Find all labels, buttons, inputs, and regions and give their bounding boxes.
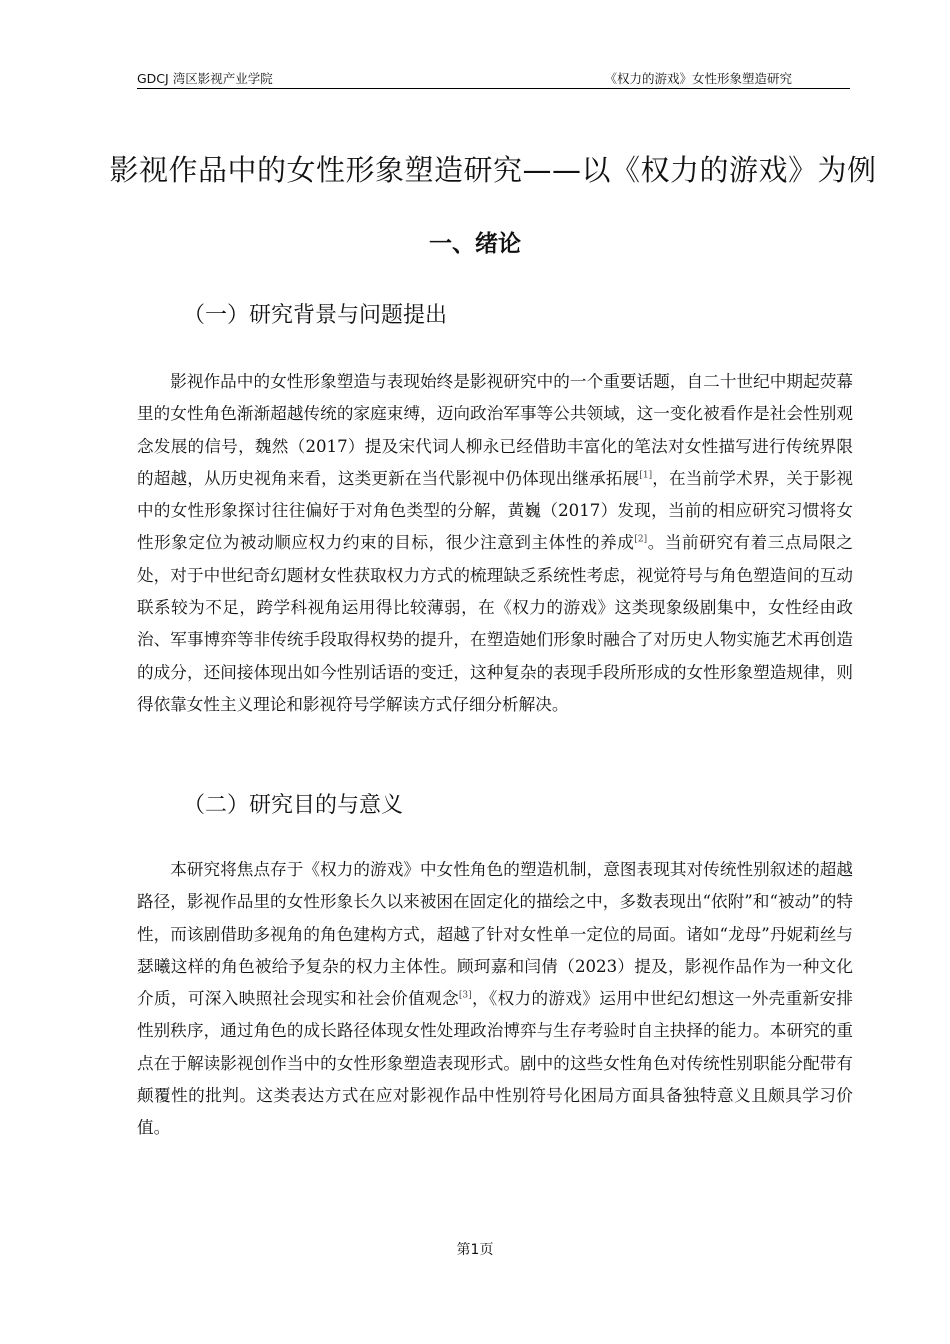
paragraph-purpose: 本研究将焦点存于《权力的游戏》中女性角色的塑造机制，意图表现其对传统性别叙述的超越路径，影视作品里的女性形象长久以来被困在固定化的描绘之中，多数表现出“依附”和“被动”的特性，而该剧借助多视角的角色建构方式，超越了针对女性单一定位的局面。诸如“龙母”丹妮莉丝与瑟曦这样的角色被给予复杂的权力主体性。顾珂嘉和闫倩（2023）提及，影视作品作为一种文化介质，可深入映照社会现实和社会价值观念[3]，《权力的游戏》运用中世纪幻想这一外壳重新安排性别秩序，通过角色的成长路径体现女性处理政治博弈与生存考验时自主抉择的能力。本研究的重点在于解读影视创作当中的女性形象塑造表现形式。剧中的这些女性角色对传统性别职能分配带有颠覆性的批判。这类表达方式在应对影视作品中性别符号化困局方面具备独特意义且颇具学习价值。 bbox=[137, 860, 853, 1138]
header-left: GDCJ 湾区影视产业学院 bbox=[137, 71, 273, 86]
page-header bbox=[137, 66, 850, 89]
page-title: 影视作品中的女性形象塑造研究——以《权力的游戏》为例 bbox=[109, 153, 877, 187]
header-right: 《权力的游戏》女性形象塑造研究 bbox=[604, 71, 792, 86]
page-number: 第1页 bbox=[456, 1242, 494, 1258]
citation-ref-3: [3] bbox=[458, 990, 472, 1001]
subsection-heading-2: （二）研究目的与意义 bbox=[183, 793, 404, 818]
section-heading: 一、绪论 bbox=[429, 231, 521, 257]
paragraph-background: 影视作品中的女性形象塑造与表现始终是影视研究中的一个重要话题，自二十世纪中期起荧幕里的女性角色渐渐超越传统的家庭束缚，迈向政治军事等公共领域，这一变化被看作是社会性别观念发展的信号，魏然（2017）提及宋代词人柳永已经借助丰富化的笔法对女性描写进行传统界限的超越，从历史视角来看，这类更新在当代影视中仍体现出继承拓展[1]，在当前学术界，关于影视中的女性形象探讨往往偏好于对角色类型的分解，黄巍（2017）发现，当前的相应研究习惯将女性形象定位为被动顺应权力约束的目标，很少注意到主体性的养成[2]。当前研究有着三点局限之处，对于中世纪奇幻题材女性获取权力方式的梳理缺乏系统性考虑，视觉符号与角色塑造间的互动联系较为不足，跨学科视角运用得比较薄弱，在《权力的游戏》这类现象级剧集中，女性经由政治、军事博弈等非传统手段取得权势的提升，在塑造她们形象时融合了对历史人物实施艺术再创造的成分，还间接体现出如今性别话语的变迁，这种复杂的表现手段所形成的女性形象塑造规律，则得依靠女性主义理论和影视符号学解读方式仔细分析解决。 bbox=[137, 372, 854, 714]
subsection-heading-1: （一）研究背景与问题提出 bbox=[183, 303, 448, 328]
citation-ref-1: [1] bbox=[639, 470, 653, 481]
citation-ref-2: [2] bbox=[634, 534, 648, 545]
